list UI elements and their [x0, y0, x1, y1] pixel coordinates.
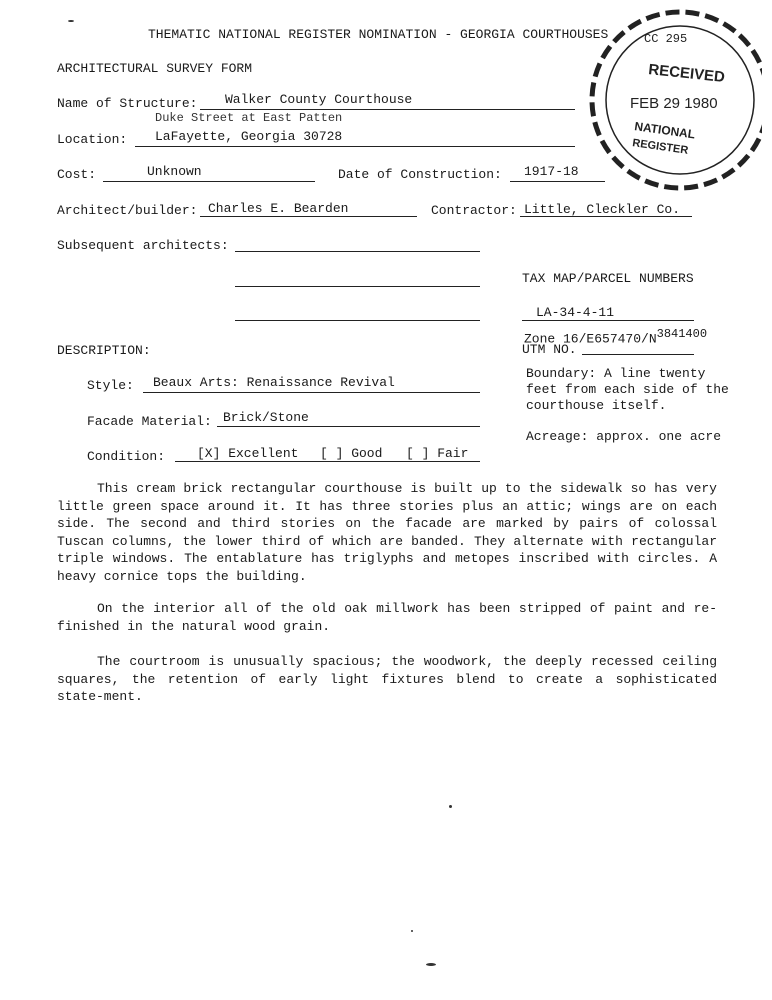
cost-underline: [103, 181, 315, 182]
date-label: Date of Construction:: [338, 167, 502, 182]
style-underline: [143, 392, 480, 393]
location-sub: Duke Street at East Patten: [155, 111, 343, 125]
condition-excellent: [X] Excellent: [197, 446, 299, 461]
description-paragraph-1: This cream brick rectangular courthouse is built up to the sidewalk so has very little green space around it. It has three stories plus an attic; wings are on each side. The second and third stories on the facade are marked by pairs of colossal Tuscan columns, the lower third of which are banded. They alternate with rectangular triple windows. The entablature has triglyphs and metopes inscribed with circles. A heavy cornice tops the building.: [57, 481, 717, 584]
scan-speck: [68, 20, 74, 22]
architect-value: Charles E. Bearden: [208, 201, 349, 216]
tax-zone-sup: 3841400: [656, 327, 708, 341]
received-stamp: [582, 0, 762, 195]
utm-underline: [582, 354, 694, 355]
description-paragraph-2: On the interior all of the old oak millwork has been stripped of paint and re-finished in the natural wood grain.: [57, 601, 717, 634]
condition-fair: [ ] Fair: [406, 446, 469, 461]
stamp-code: CC 295: [644, 32, 688, 46]
stamp-received: RECEIVED: [647, 61, 726, 86]
scan-speck: [411, 930, 413, 932]
stamp-line1: NATIONAL: [633, 119, 697, 142]
stamp-line2: REGISTER: [631, 137, 689, 157]
location-label: Location:: [57, 132, 128, 147]
name-label: Name of Structure:: [57, 96, 198, 111]
form-title: ARCHITECTURAL SURVEY FORM: [57, 61, 253, 76]
description-heading: DESCRIPTION:: [57, 343, 151, 358]
tax-parcel: LA-34-4-11: [536, 305, 615, 320]
stamp-date: FEB 29 1980: [630, 95, 718, 112]
architect-underline: [200, 216, 417, 217]
name-value: Walker County Courthouse: [225, 92, 413, 107]
facade-underline: [217, 426, 480, 427]
location-value: LaFayette, Georgia 30728: [155, 129, 343, 144]
date-value: 1917-18: [524, 164, 579, 179]
tax-zone: Zone $16/E657470/N^{3841400}$: [524, 327, 708, 347]
facade-value: Brick/Stone: [223, 410, 309, 425]
scan-speck: [426, 963, 436, 966]
cost-label: Cost:: [57, 167, 97, 182]
boundary-text: Boundary: A line twenty feet from each side of the courthouse itself.: [526, 366, 729, 413]
contractor-value: Little, Cleckler Co.: [524, 202, 681, 217]
subsequent-label: Subsequent architects:: [57, 238, 229, 253]
facade-label: Facade Material:: [87, 414, 212, 429]
tax-heading: TAX MAP/PARCEL NUMBERS: [522, 271, 694, 286]
subsequent-underline-2: [235, 286, 480, 287]
subsequent-underline-3: [235, 320, 480, 321]
acreage-text: Acreage: approx. one acre: [526, 429, 722, 444]
style-value: Beaux Arts: Renaissance Revival: [153, 375, 395, 390]
location-underline: [135, 146, 575, 147]
contractor-label: Contractor:: [431, 203, 517, 218]
scan-speck: [449, 805, 452, 808]
condition-label: Condition:: [87, 449, 166, 464]
subsequent-underline-1: [235, 251, 480, 252]
architect-label: Architect/builder:: [57, 203, 198, 218]
cost-value: Unknown: [147, 164, 202, 179]
description-paragraph-3: The courtroom is unusually spacious; the woodwork, the deeply recessed ceiling squares, the retention of early light fixtures blend to create a sophisticated state-ment.: [57, 654, 717, 704]
condition-underline: [175, 461, 480, 462]
style-label: Style:: [87, 378, 134, 393]
contractor-underline: [520, 216, 692, 217]
tax-parcel-underline: [522, 320, 694, 321]
document-title: THEMATIC NATIONAL REGISTER NOMINATION - GEORGIA COURTHOUSES: [148, 27, 609, 42]
utm-label: UTM NO.: [522, 342, 577, 357]
condition-good: [ ] Good: [320, 446, 383, 461]
